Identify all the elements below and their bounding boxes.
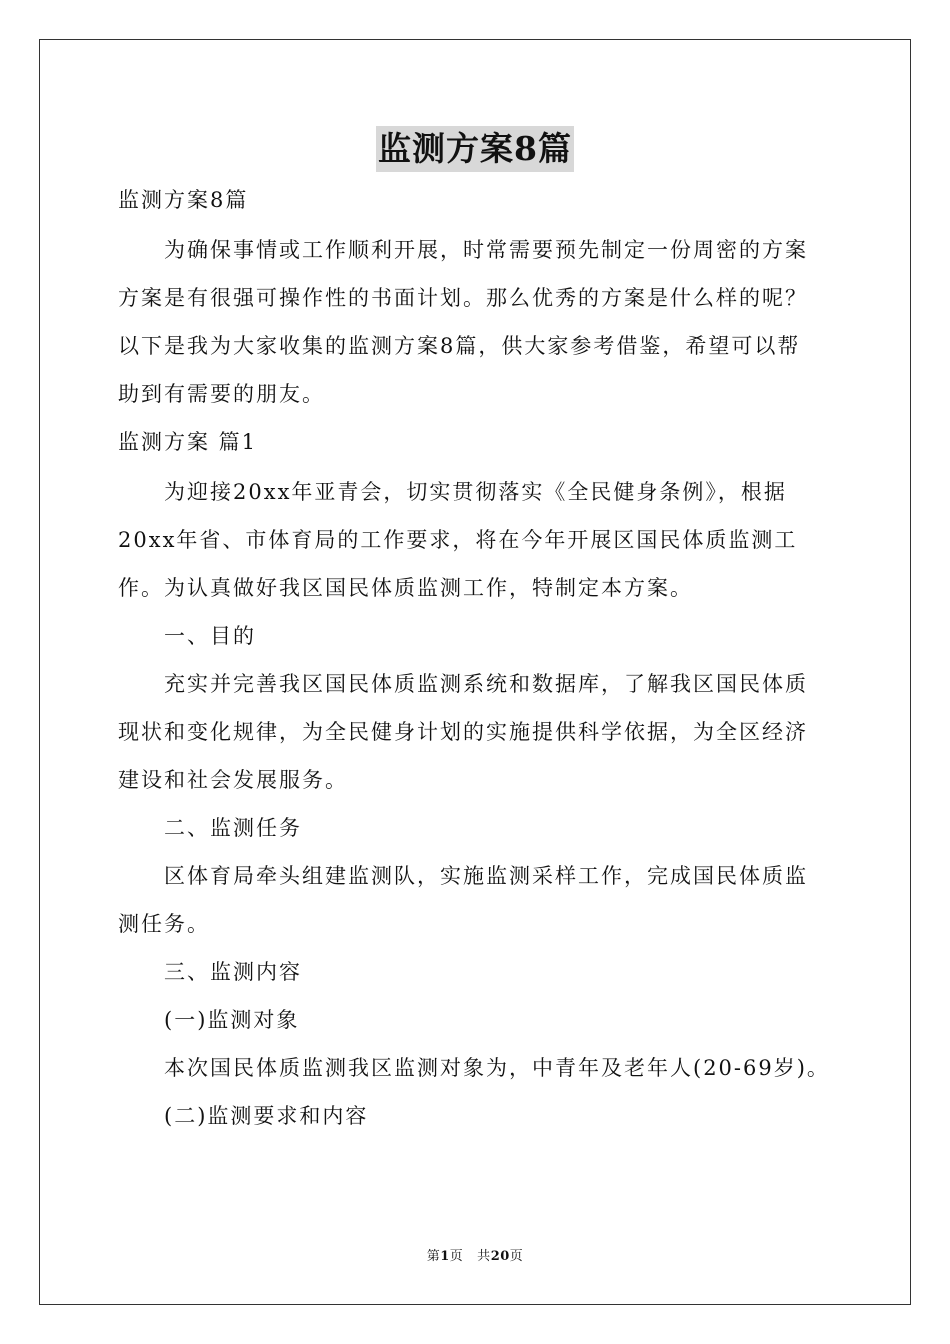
document-subtitle: 监测方案8篇	[118, 188, 249, 212]
intro-line: 以下是我为大家收集的监测方案8篇，供大家参考借鉴，希望可以帮	[118, 334, 801, 358]
document-body	[118, 176, 834, 1140]
object-heading: (一)监测对象	[164, 1008, 300, 1032]
purpose-line: 现状和变化规律，为全民健身计划的实施提供科学依据，为全区经济	[118, 720, 808, 744]
object-line: 本次国民体质监测我区监测对象为，中青年及老年人(20-69岁)。	[164, 1056, 830, 1080]
purpose-heading: 一、目的	[164, 624, 256, 648]
footer-page-suffix: 页	[449, 1249, 464, 1264]
title-container	[0, 126, 950, 172]
task-line: 区体育局牵头组建监测队，实施监测采样工作，完成国民体质监	[164, 864, 808, 888]
footer-total-suffix: 页	[509, 1249, 524, 1264]
content-heading: 三、监测内容	[164, 960, 302, 984]
task-line: 测任务。	[118, 912, 210, 936]
requirement-heading: (二)监测要求和内容	[164, 1104, 369, 1128]
task-heading: 二、监测任务	[164, 816, 302, 840]
intro-line: 为确保事情或工作顺利开展，时常需要预先制定一份周密的方案	[164, 238, 808, 262]
section-intro-line: 作。为认真做好我区国民体质监测工作，特制定本方案。	[118, 576, 693, 600]
purpose-line: 充实并完善我区国民体质监测系统和数据库，了解我区国民体质	[164, 672, 808, 696]
document-title: 监测方案8篇	[376, 126, 574, 172]
footer-page-number: 1	[440, 1249, 450, 1264]
section-intro-line: 20xx年省、市体育局的工作要求，将在今年开展区国民体质监测工	[118, 528, 798, 552]
footer-total-prefix: 共	[477, 1249, 491, 1264]
intro-line: 方案是有很强可操作性的书面计划。那么优秀的方案是什么样的呢？	[118, 286, 808, 310]
section-heading: 监测方案 篇1	[118, 430, 258, 454]
section-intro-line: 为迎接20xx年亚青会，切实贯彻落实《全民健身条例》，根据	[164, 480, 787, 504]
purpose-line: 建设和社会发展服务。	[118, 768, 348, 792]
footer-total-pages: 20	[490, 1249, 510, 1264]
footer-page-prefix: 第	[426, 1249, 441, 1264]
intro-line: 助到有需要的朋友。	[118, 382, 325, 406]
page-footer	[0, 1248, 950, 1266]
